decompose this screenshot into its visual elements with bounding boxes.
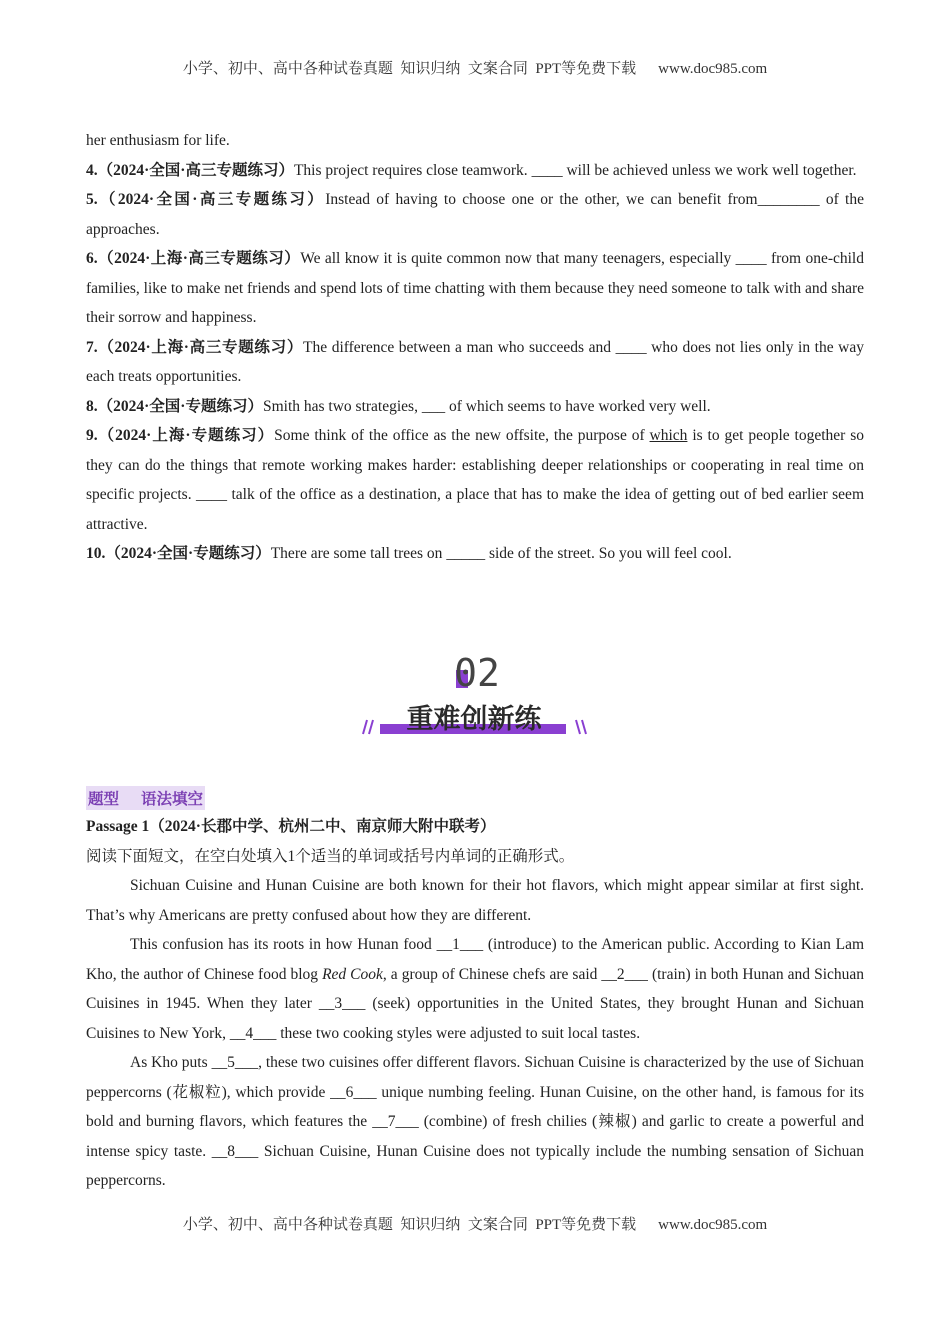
header-url[interactable]: www.doc985.com bbox=[658, 61, 768, 77]
passage-instruction: 阅读下面短文，在空白处填入1个适当的单词或括号内单词的正确形式。 bbox=[86, 847, 575, 865]
section-banner-graphic bbox=[0, 648, 950, 748]
page-header bbox=[0, 57, 950, 78]
page-footer bbox=[0, 1213, 950, 1234]
question-10: 10.（2024·全国·专题练习）There are some tall trees on _____ side of the street. So you will feel cool. bbox=[86, 545, 732, 562]
passage-paragraph-3: As Kho puts __5___, these two cuisines offer different flavors. Sichuan Cuisine is characterized by the use of Sichuan peppercorns (花椒粒), which provide __6___ unique numbing feeling. Hunan Cuisine, on the other hand, is famous for its bold and burning flavors, which features the __7___ (combine) of fresh chilies (辣椒) and garlic to create a powerful and intense spicy taste. __8___ Sichuan Cuisine, Hunan Cuisine does not typically include the numbing sensation of Sichuan peppercorns. bbox=[86, 1054, 865, 1189]
footer-url[interactable]: www.doc985.com bbox=[658, 1217, 768, 1233]
right-slash-1 bbox=[576, 720, 580, 734]
passage-title: Passage 1（2024·长郡中学、杭州二中、南京师大附中联考） bbox=[86, 818, 496, 835]
question-7: 7.（2024·上海·高三专题练习）The difference between a man who succeeds and ____ who does not lies only in the way each treats opportunities. bbox=[86, 338, 864, 385]
continued-text: her enthusiasm for life. bbox=[86, 132, 230, 149]
footer-text: 小学、初中、高中各种试卷真题 知识归纳 文案合同 PPT等免费下载 bbox=[182, 1217, 637, 1233]
question-6: 6.（2024·上海·高三专题练习）We all know it is quite common now that many teenagers, especially ____ from one-child families, like to make net friends and spend lots of time chatting with them because they need someone to talk with and share their sorrow and happiness. bbox=[86, 250, 864, 326]
blank-8: __8___ bbox=[211, 1142, 259, 1160]
question-9: 9.（2024·上海·专题练习）Some think of the office as the new offsite, the purpose of which is to get people together so they can do the things that remote working makes harder: establishing deeper relationships or cooperating in real time on specific projects. ____ talk of the office as a destination, a place that has to make the idea of getting out of bed earlier seem attractive. bbox=[86, 427, 864, 533]
blank-1: __1___ bbox=[436, 936, 484, 953]
passage-paragraph-2: This confusion has its roots in how Hunan food __1___ (introduce) to the American public. According to Kian Lam Kho, the author of Chinese food blog Red Cook, a group of Chinese chefs are said __2___ (train) in both Hunan and Sichuan Cuisines in 1945. When they later __3___ (seek) opportunities in the United States, they brought Hunan and Sichuan Cuisines to New York, __4___ these two cooking styles were adjusted to suit local tastes. bbox=[86, 936, 865, 1042]
left-slash-1 bbox=[363, 720, 367, 734]
blank-7: __7___ bbox=[372, 1113, 419, 1130]
passage-paragraph-1: Sichuan Cuisine and Hunan Cuisine are both known for their hot flavors, which might appear similar at first sight. That’s why Americans are pretty confused about how they are different. bbox=[86, 877, 864, 924]
question-8: 8.（2024·全国·专题练习）Smith has two strategies, ___ of which seems to have worked very well. bbox=[86, 397, 711, 415]
section-number: 02 bbox=[454, 651, 500, 695]
question-4: 4.（2024·全国·高三专题练习）This project requires close teamwork. ____ will be achieved unless we work well together. bbox=[86, 161, 857, 179]
question-type-tag: 题型 语法填空 bbox=[86, 786, 205, 810]
question-5: 5.（2024·全国·高三专题练习）Instead of having to choose one or the other, we can benefit from________ of the approaches. bbox=[86, 191, 864, 238]
header-text: 小学、初中、高中各种试卷真题 知识归纳 文案合同 PPT等免费下载 bbox=[182, 61, 637, 77]
exercise-list bbox=[86, 126, 864, 569]
blank-5: __5___ bbox=[211, 1054, 259, 1071]
section-banner bbox=[0, 648, 950, 748]
right-slash-2 bbox=[582, 720, 586, 734]
blank-6: __6___ bbox=[330, 1083, 377, 1101]
blank-3: __3___ bbox=[318, 995, 366, 1012]
section-title: 重难创新练 bbox=[406, 704, 542, 735]
passage bbox=[86, 812, 864, 1196]
blank-4: __4___ bbox=[229, 1024, 277, 1042]
left-slash-2 bbox=[369, 720, 373, 734]
blank-2: __2___ bbox=[601, 965, 648, 983]
